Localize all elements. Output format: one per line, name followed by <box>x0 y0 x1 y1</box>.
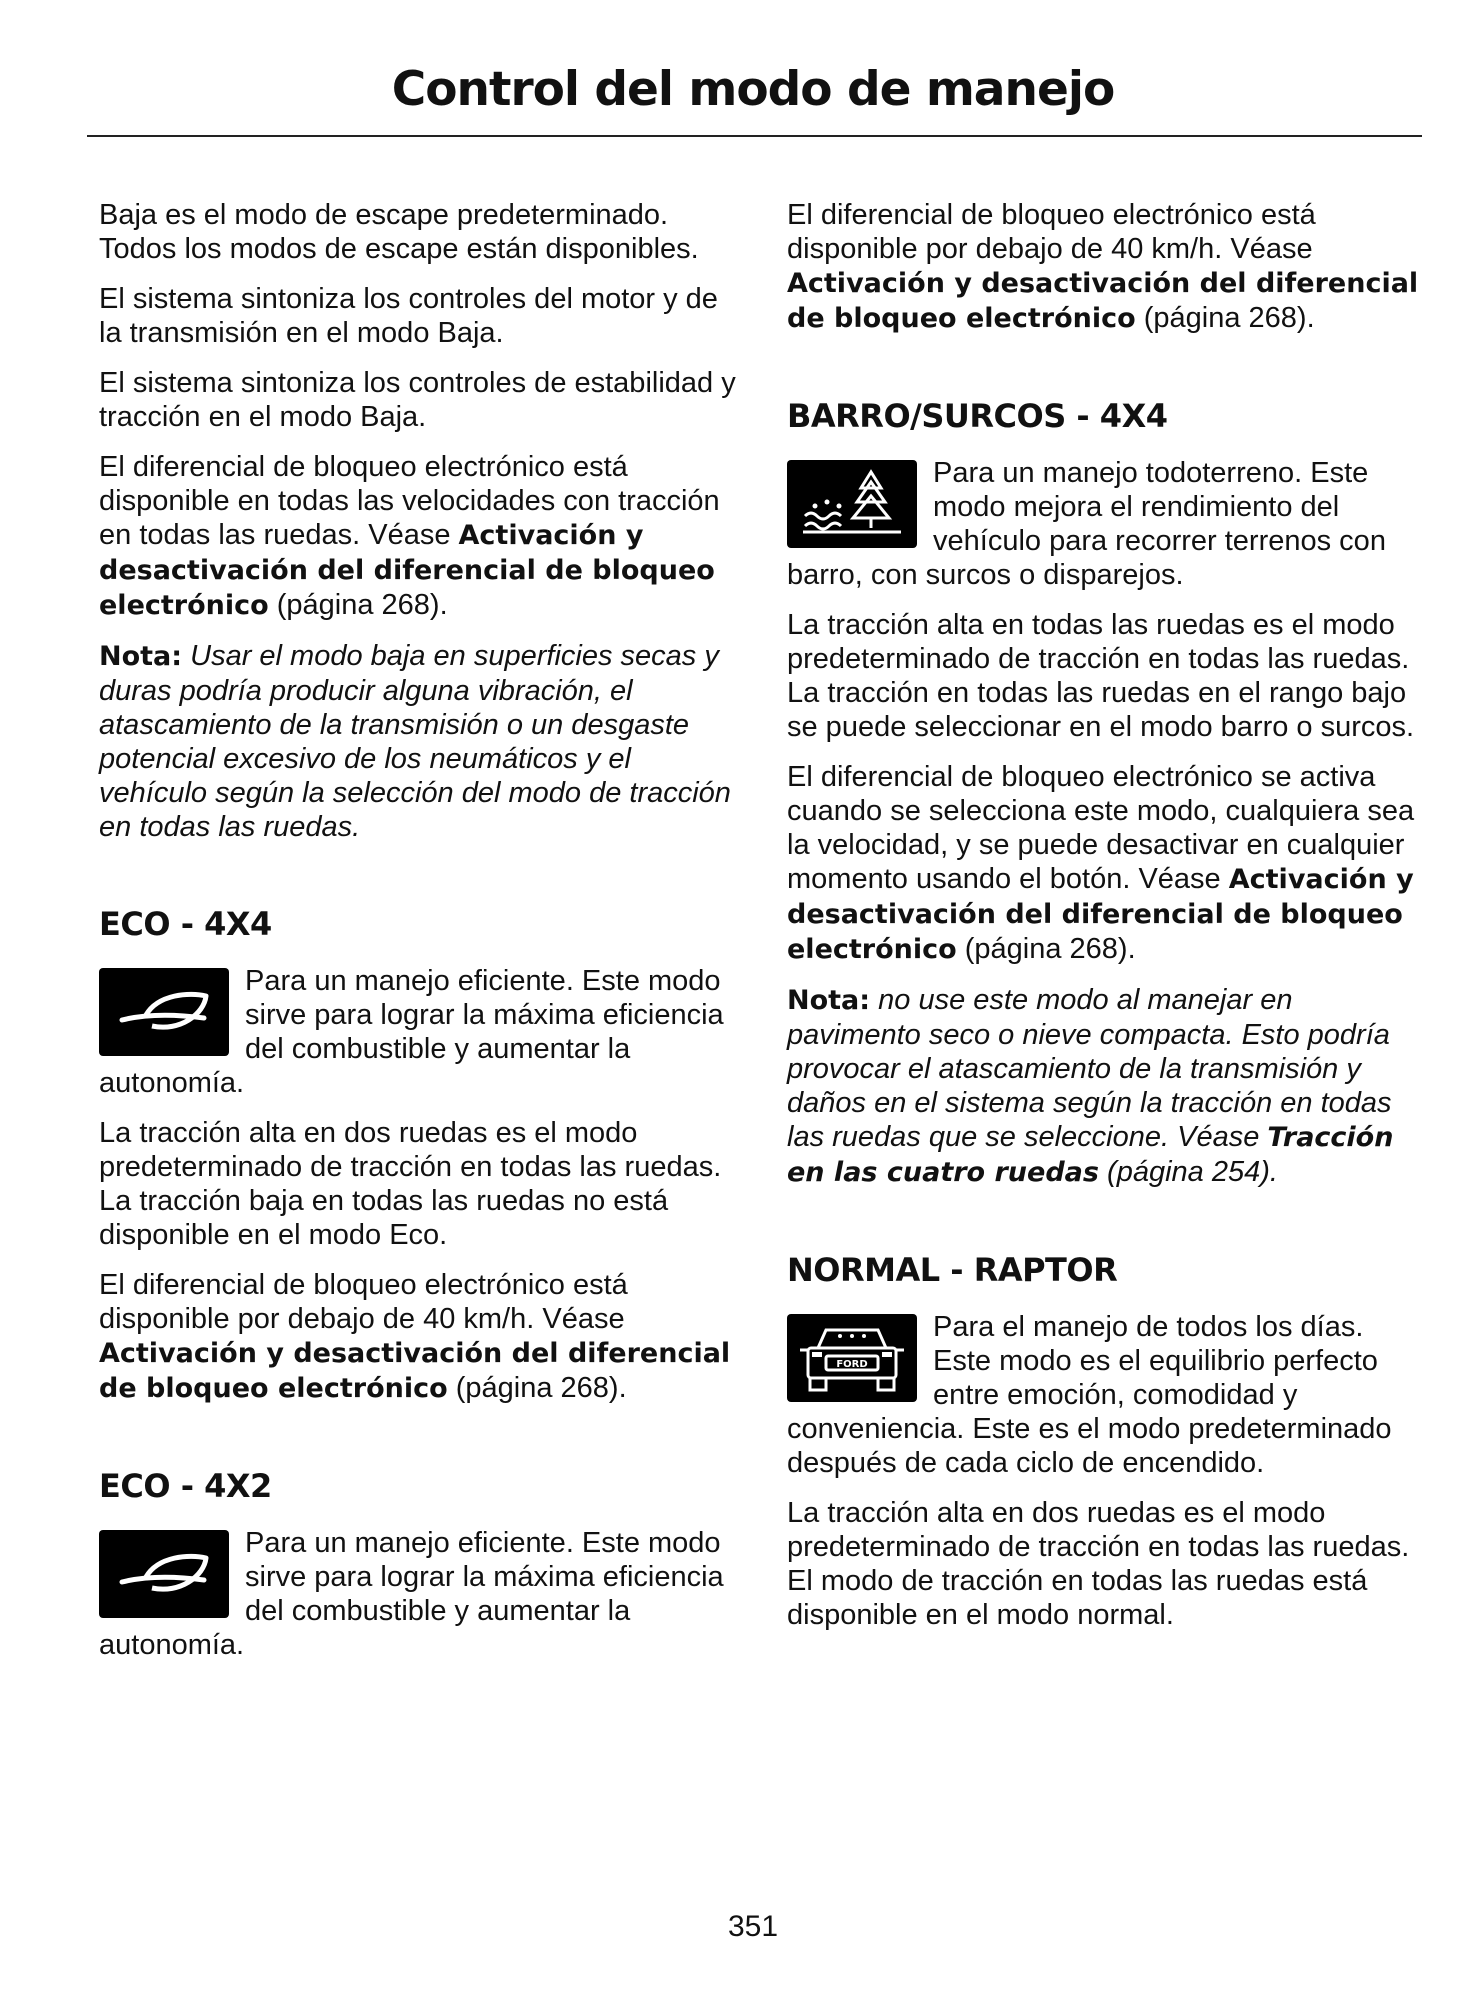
paragraph: La tracción alta en dos ruedas es el modo predeterminado de tracción en todas las ruedas. La tracción baja en todas las ruedas no está disponible en el modo Eco. <box>99 1117 722 1251</box>
page-reference: (página 268). <box>964 933 1136 965</box>
truck-grille-lettering: FORD <box>836 1359 868 1370</box>
page-title: Control del modo de manejo <box>391 62 1115 117</box>
cross-reference-link[interactable]: Tracción en las cuatro ruedas <box>787 1122 1394 1188</box>
section-heading-normal-raptor: NORMAL - RAPTOR <box>787 1251 1118 1289</box>
mud-ruts-icon <box>787 460 917 548</box>
paragraph: Para un manejo todoterreno. Este modo mejora el rendimiento del vehículo para recorrer terrenos con barro, con surcos o disparejos. <box>787 457 1386 591</box>
right-column <box>787 198 1427 1648</box>
truck-front-icon <box>787 1314 917 1402</box>
note <box>99 639 739 844</box>
note-text: no use este modo al manejar en pavimento seco o nieve compacta. Esto podría provocar el atascamiento de la transmisión y daños en el sistema según la tracción en todas las ruedas que se seleccione. Véase <box>787 984 1392 1153</box>
paragraph <box>787 198 1427 336</box>
left-column <box>99 198 739 1678</box>
note-text: Usar el modo baja en superficies secas y duras podría producir alguna vibración, el atascamiento de la transmisión o un desgaste potencial excesivo de los neumáticos y el vehículo según la selección del modo de tracción en todas las ruedas. <box>99 640 731 843</box>
note <box>787 983 1427 1190</box>
leaf-icon <box>99 968 229 1056</box>
paragraph <box>99 450 739 623</box>
note-label: Nota: <box>99 641 183 672</box>
page-reference: (página 268). <box>1143 302 1315 334</box>
page-reference: (página 254). <box>1107 1156 1278 1188</box>
section-heading-mud-ruts: BARRO/SURCOS - 4X4 <box>787 397 1168 435</box>
leaf-icon <box>99 1530 229 1618</box>
paragraph-text: El diferencial de bloqueo electrónico está disponible por debajo de 40 km/h. Véase <box>99 1269 628 1335</box>
paragraph: Para un manejo eficiente. Este modo sirve para lograr la máxima eficiencia del combustible y aumentar la autonomía. <box>99 965 724 1099</box>
paragraph: Baja es el modo de escape predeterminado. Todos los modos de escape están disponibles. <box>99 199 699 265</box>
cross-reference-link[interactable]: Activación y desactivación del diferencial de bloqueo electrónico <box>99 520 715 621</box>
section-heading-eco-4x2: ECO - 4X2 <box>99 1467 272 1505</box>
paragraph-text: El diferencial de bloqueo electrónico está disponible en todas las velocidades con tracción en todas las ruedas. Véase <box>99 451 720 551</box>
paragraph: La tracción alta en todas las ruedas es el modo predeterminado de tracción en todas las ruedas. La tracción en todas las ruedas en el rango bajo se puede seleccionar en el modo barro o surcos. <box>787 609 1415 743</box>
paragraph: Para el manejo de todos los días. Este modo es el equilibrio perfecto entre emoción, comodidad y conveniencia. Este es el modo predeterminado después de cada ciclo de encendido. <box>787 1311 1392 1479</box>
cross-reference-link[interactable]: Activación y desactivación del diferencial de bloqueo electrónico <box>787 268 1419 334</box>
paragraph: Para un manejo eficiente. Este modo sirve para lograr la máxima eficiencia del combustible y aumentar la autonomía. <box>99 1527 724 1661</box>
page-number: 351 <box>727 1910 779 1943</box>
paragraph <box>787 760 1427 967</box>
note-label: Nota: <box>787 985 871 1016</box>
paragraph-text: El diferencial de bloqueo electrónico se activa cuando se selecciona este modo, cualquiera sea la velocidad, y se puede desactivar en cualquier momento usando el botón. Véase <box>787 761 1415 895</box>
cross-reference-link[interactable]: Activación y desactivación del diferencial de bloqueo electrónico <box>99 1338 731 1404</box>
cross-reference-link[interactable]: Activación y desactivación del diferencial de bloqueo electrónico <box>787 864 1414 965</box>
section-heading-eco-4x4: ECO - 4X4 <box>99 905 272 943</box>
title-divider <box>87 135 1422 137</box>
paragraph: La tracción alta en dos ruedas es el modo predeterminado de tracción en todas las ruedas. El modo de tracción en todas las ruedas está disponible en el modo normal. <box>787 1497 1410 1631</box>
paragraph <box>99 1268 739 1406</box>
page-reference: (página 268). <box>276 589 448 621</box>
paragraph: El sistema sintoniza los controles de estabilidad y tracción en el modo Baja. <box>99 367 736 433</box>
page-reference: (página 268). <box>455 1372 627 1404</box>
paragraph-text: El diferencial de bloqueo electrónico está disponible por debajo de 40 km/h. Véase <box>787 199 1316 265</box>
paragraph: El sistema sintoniza los controles del motor y de la transmisión en el modo Baja. <box>99 283 718 349</box>
